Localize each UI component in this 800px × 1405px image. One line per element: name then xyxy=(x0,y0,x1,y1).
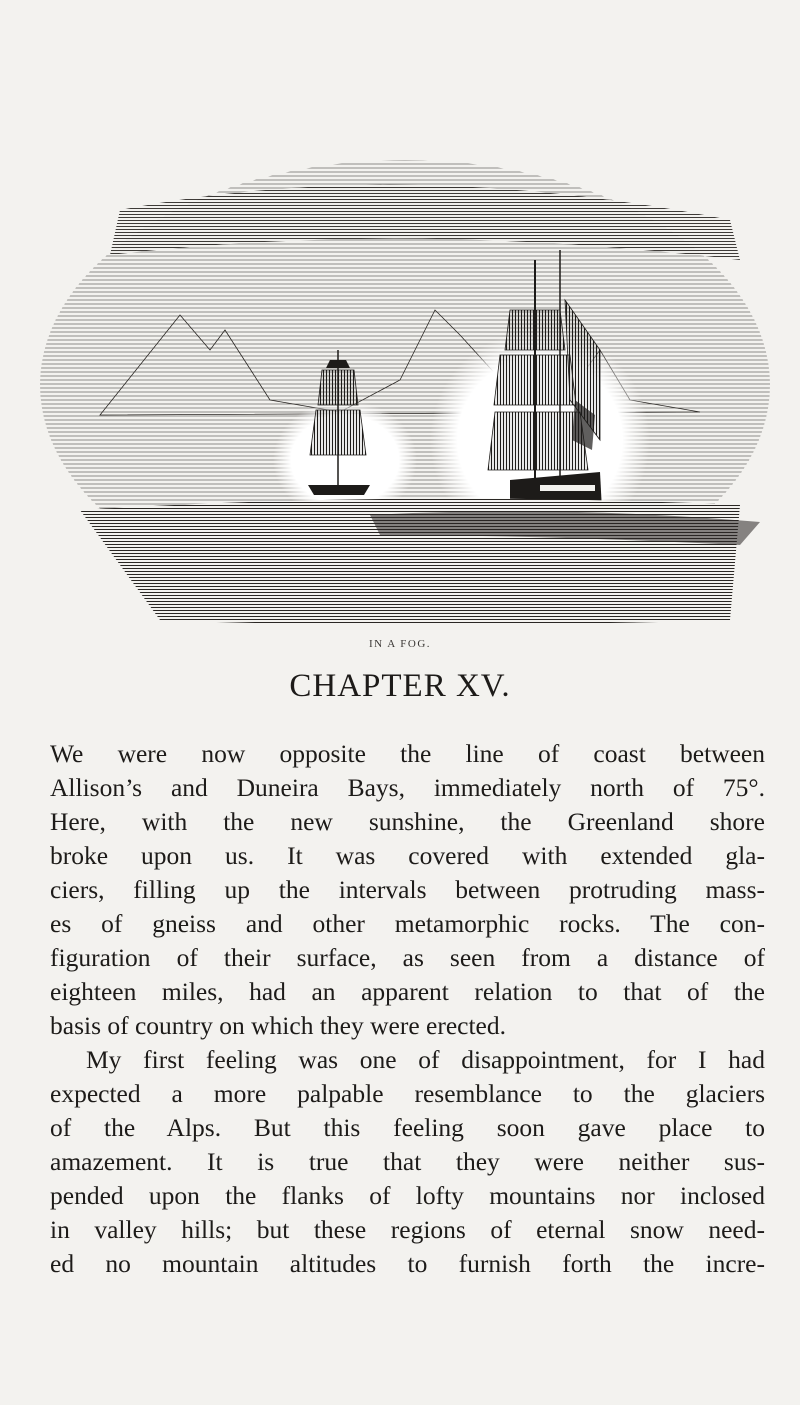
text-line: eighteen miles, had an apparent relation to that of the xyxy=(50,977,765,1006)
text-line: My first feeling was one of disappointment, for I had xyxy=(86,1045,765,1074)
text-line: ed no mountain altitudes to furnish forth the incre- xyxy=(50,1249,765,1278)
text-line: Allison’s and Duneira Bays, immediately north of 75°. xyxy=(50,773,765,802)
text-line: expected a more palpable resemblance to the glaciers xyxy=(50,1079,765,1108)
text-line: in valley hills; but these regions of eternal snow need- xyxy=(50,1215,765,1244)
text-line: of the Alps. But this feeling soon gave place to xyxy=(50,1113,765,1142)
text-line: amazement. It is true that they were neither sus- xyxy=(50,1147,765,1176)
text-line: pended upon the flanks of lofty mountains nor inclosed xyxy=(50,1181,765,1210)
fog-ship-engraving xyxy=(40,150,770,650)
text-line: es of gneiss and other metamorphic rocks. The con- xyxy=(50,909,765,938)
text-line: figuration of their surface, as seen from a distance of xyxy=(50,943,765,972)
body-text xyxy=(50,737,765,1281)
text-line: ciers, filling up the intervals between protruding mass- xyxy=(50,875,765,904)
chapter-title: CHAPTER XV. xyxy=(289,668,511,704)
text-line: basis of country on which they were erected. xyxy=(50,1011,506,1040)
illustration-caption: IN A FOG. xyxy=(368,638,432,650)
text-line: broke upon us. It was covered with extended gla- xyxy=(50,841,765,870)
text-line: Here, with the new sunshine, the Greenland shore xyxy=(50,807,765,836)
text-line: We were now opposite the line of coast between xyxy=(50,739,765,768)
